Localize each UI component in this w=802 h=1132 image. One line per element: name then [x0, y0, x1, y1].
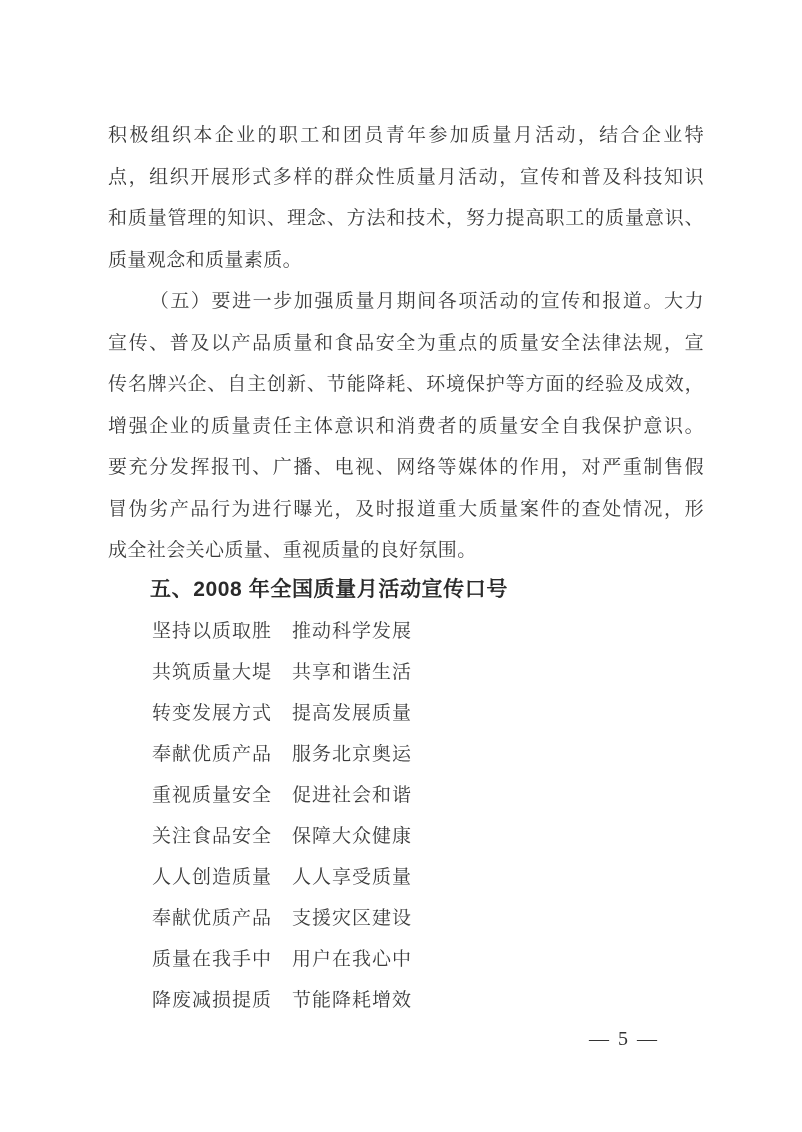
slogan-right: 共享和谐生活: [292, 661, 413, 683]
text-line: （五）要进一步加强质量月期间各项活动的宣传和报道。大力: [149, 291, 704, 312]
slogan-left: 关注食品安全: [152, 825, 273, 847]
text-line: 冒伪劣产品行为进行曝光，及时报道重大质量案件的查处情况，形: [108, 498, 704, 520]
section-heading: 五、2008 年全国质量月活动宣传口号: [150, 577, 508, 601]
slogan-row: [152, 816, 704, 857]
slogan-row: [152, 980, 704, 1021]
slogan-row: [152, 693, 704, 734]
text-line: 宣传、普及以产品质量和食品安全为重点的质量安全法律法规，宣: [108, 332, 704, 354]
text-line: 成全社会关心质量、重视质量的良好氛围。: [108, 540, 477, 561]
slogan-left: 质量在我手中: [152, 948, 273, 970]
paragraph: [108, 115, 704, 281]
slogan-left: 重视质量安全: [152, 784, 273, 806]
slogan-right: 服务北京奥运: [292, 743, 413, 765]
page-number: — 5 —: [589, 1028, 659, 1050]
document-content: [108, 115, 704, 1021]
slogan-left: 坚持以质取胜: [152, 620, 273, 642]
text-line: 和质量管理的知识、理念、方法和技术，努力提高职工的质量意识、: [108, 208, 704, 229]
slogan-right: 用户在我心中: [292, 948, 413, 970]
slogan-row: [152, 898, 704, 939]
slogan-row: [152, 775, 704, 816]
slogan-right: 推动科学发展: [292, 620, 413, 642]
slogan-list: [152, 611, 704, 1021]
text-line: 点，组织开展形式多样的群众性质量月活动，宣传和普及科技知识: [108, 166, 704, 188]
slogan-right: 支援灾区建设: [292, 907, 413, 929]
slogan-left: 奉献优质产品: [152, 907, 273, 929]
slogan-row: [152, 611, 704, 652]
text-line: 质量观念和质量素质。: [108, 249, 303, 271]
slogan-right: 节能降耗增效: [292, 989, 413, 1011]
slogan-row: [152, 857, 704, 898]
slogan-right: 提高发展质量: [292, 702, 413, 724]
text-line: 积极组织本企业的职工和团员青年参加质量月活动，结合企业特: [108, 125, 704, 146]
slogan-row: [152, 734, 704, 775]
slogan-left: 人人创造质量: [152, 866, 273, 888]
slogan-right: 促进社会和谐: [292, 784, 413, 806]
body-text: [108, 115, 704, 572]
slogan-left: 降废减损提质: [152, 989, 273, 1011]
text-line: 传名牌兴企、自主创新、节能降耗、环境保护等方面的经验及成效，: [108, 374, 704, 395]
slogan-left: 共筑质量大堤: [152, 661, 273, 683]
slogan-left: 奉献优质产品: [152, 743, 273, 765]
slogan-row: [152, 652, 704, 693]
slogan-right: 保障大众健康: [292, 825, 413, 847]
text-line: 要充分发挥报刊、广播、电视、网络等媒体的作用，对严重制售假: [108, 457, 704, 478]
text-line: 增强企业的质量责任主体意识和消费者的质量安全自我保护意识。: [108, 415, 704, 437]
slogan-right: 人人享受质量: [292, 866, 413, 888]
paragraph: [108, 281, 704, 572]
slogan-left: 转变发展方式: [152, 702, 273, 724]
slogan-row: [152, 939, 704, 980]
